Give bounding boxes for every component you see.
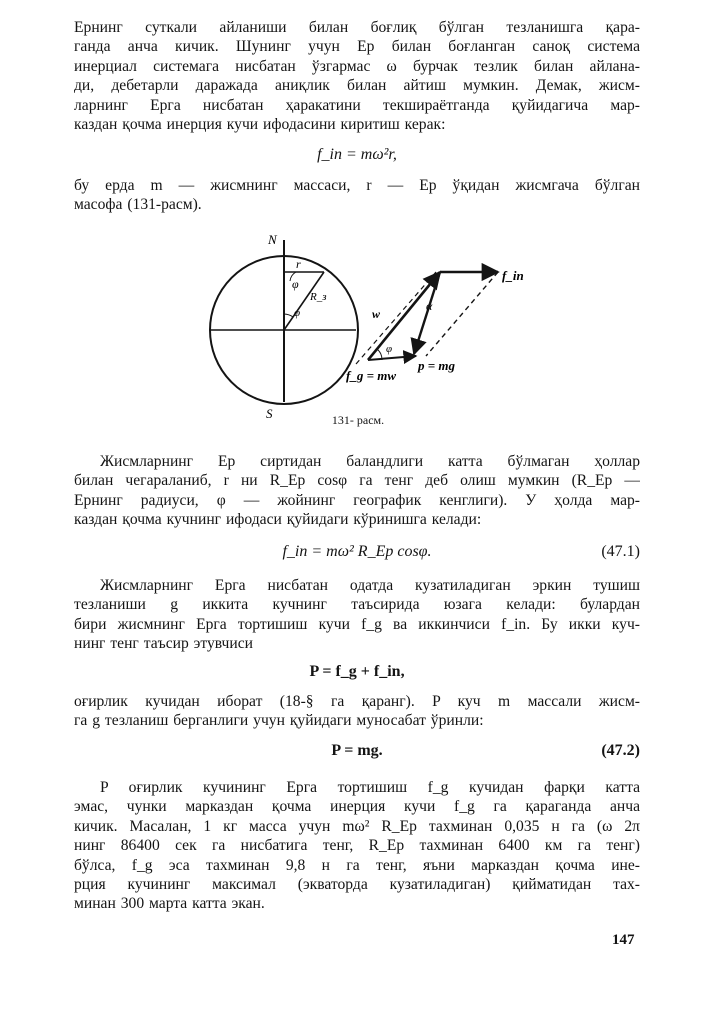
formula-text: f_in = mω² R_Ер cosφ. bbox=[282, 543, 432, 560]
text-line: P оғирлик кучининг Ерга тортишиш f_g кучидан фарқи катта bbox=[100, 779, 640, 796]
formula-text: P = mg. bbox=[331, 742, 383, 759]
formula-text: P = f_g + f_in, bbox=[309, 663, 405, 680]
text-line: каздан қочма кучнинг ифодаси қуйидаги кўринишга келади: bbox=[74, 511, 482, 529]
paragraph-6 bbox=[74, 778, 640, 914]
phi-top-label: φ bbox=[292, 277, 299, 291]
dashed-line-axis bbox=[356, 272, 436, 364]
formula-text: f_in = mω²r, bbox=[317, 146, 397, 163]
phi-center-label: φ bbox=[294, 307, 301, 319]
phi-vector-label: φ bbox=[386, 343, 393, 355]
figure-caption: 131- расм. bbox=[331, 413, 385, 427]
paragraph-5 bbox=[74, 692, 640, 731]
formula-weight-sum bbox=[74, 663, 640, 681]
f-in-label: f_in bbox=[502, 268, 524, 283]
text-line: бу ерда m — жисмнинг массаси, r — Ер ўқидан жисмгача бўлган bbox=[74, 177, 640, 194]
text-line: инерциал системага нисбатан ўзгармас ω бурчак тезлик билан айлана- bbox=[74, 57, 640, 75]
text-line: кичик. Масалан, 1 кг масса учун mω² R_Ер тахминан 0,035 н га (ω 2π bbox=[74, 817, 640, 835]
text-line: га g тезланиш берганлиги учун қуйидаги муносабат ўринли: bbox=[74, 712, 484, 730]
text-line: ганда анча кичик. Шунинг учун Ер билан боғланган саноқ система bbox=[74, 38, 640, 56]
text-line: бири жисмнинг Ерга тортишиш кучи f_g ва иккинчиси f_in. Бу икки куч- bbox=[74, 615, 640, 633]
p-label: p = mg bbox=[418, 358, 456, 373]
paragraph-2 bbox=[74, 176, 640, 215]
parallel-side-vector bbox=[414, 272, 440, 354]
text-line: Ернинг суткали айланиши билан боғлиқ бўлган тезланишга қара- bbox=[74, 19, 640, 36]
formula-f-in bbox=[74, 146, 640, 164]
paragraph-1 bbox=[74, 18, 640, 134]
formula-47-2 bbox=[74, 742, 640, 760]
text-line: оғирлик кучидан иборат (18-§ га қаранг). P куч m массали жисм- bbox=[74, 693, 640, 710]
text-line: эмас, чунки марказдан қочма инерция кучи f_g га қараганда анча bbox=[74, 798, 640, 816]
text-line: тезланиши g иккита кучнинг таъсирида юзага келади: булардан bbox=[74, 596, 640, 614]
equation-number: (47.1) bbox=[601, 543, 640, 560]
text-line: ди, дебетарли даражада аниқлик билан айтиш мумкин. Демак, жисм- bbox=[74, 77, 640, 95]
paragraph-4 bbox=[74, 576, 640, 654]
figure-131-diagram bbox=[196, 232, 536, 428]
r-label: r bbox=[296, 257, 301, 271]
radius-label: R_з bbox=[310, 291, 327, 303]
p-vector bbox=[368, 356, 416, 360]
text-line: билан чегараланиб, r ни R_Ер cosφ га тенг деб олиш мумкин (R_Ер — bbox=[74, 472, 640, 490]
text-line: минан 300 марта катта экан. bbox=[74, 895, 265, 913]
north-label: N bbox=[268, 232, 277, 247]
formula-47-1 bbox=[74, 543, 640, 561]
equation-number: (47.2) bbox=[601, 742, 640, 759]
text-line: бўлса, f_g эса тахминан 9,8 н га тенг, яъни марказдан қочма ине- bbox=[74, 856, 640, 874]
text-line: Жисмларнинг Ер сиртидан баландлиги катта бўлмаган ҳоллар bbox=[100, 453, 640, 470]
phi-arc-center bbox=[284, 314, 293, 317]
south-label: S bbox=[266, 406, 273, 421]
text-line: нинг тенг таъсир этувчиси bbox=[74, 635, 253, 653]
text-line: Ернинг радиуси, φ — жойнинг географик кенглиги). У ҳолда мар- bbox=[74, 491, 640, 509]
text-line: каздан қочма инерция кучи ифодасини киритиш керак: bbox=[74, 116, 446, 134]
paragraph-3 bbox=[74, 452, 640, 530]
omega-label: w bbox=[372, 307, 381, 321]
text-line: рция кучининг максимал (экваторда кузатиладиган) қийматидан тах- bbox=[74, 876, 640, 894]
f-g-label: f_g = mw bbox=[346, 368, 397, 383]
text-line: нинг 86400 сек га нисбатига тенг, R_Ер тахминан 6400 км га тенг) bbox=[74, 837, 640, 855]
alpha-label: α bbox=[426, 299, 433, 313]
text-line: ларнинг Ерга нисбатан ҳаракатини текшираётганда қуйидагича мар- bbox=[74, 96, 640, 114]
page-number: 147 bbox=[612, 932, 635, 948]
text-line: масофа (131-расм). bbox=[74, 196, 202, 214]
text-line: Жисмларнинг Ерга нисбатан одатда кузатиладиган эркин тушиш bbox=[100, 577, 640, 594]
